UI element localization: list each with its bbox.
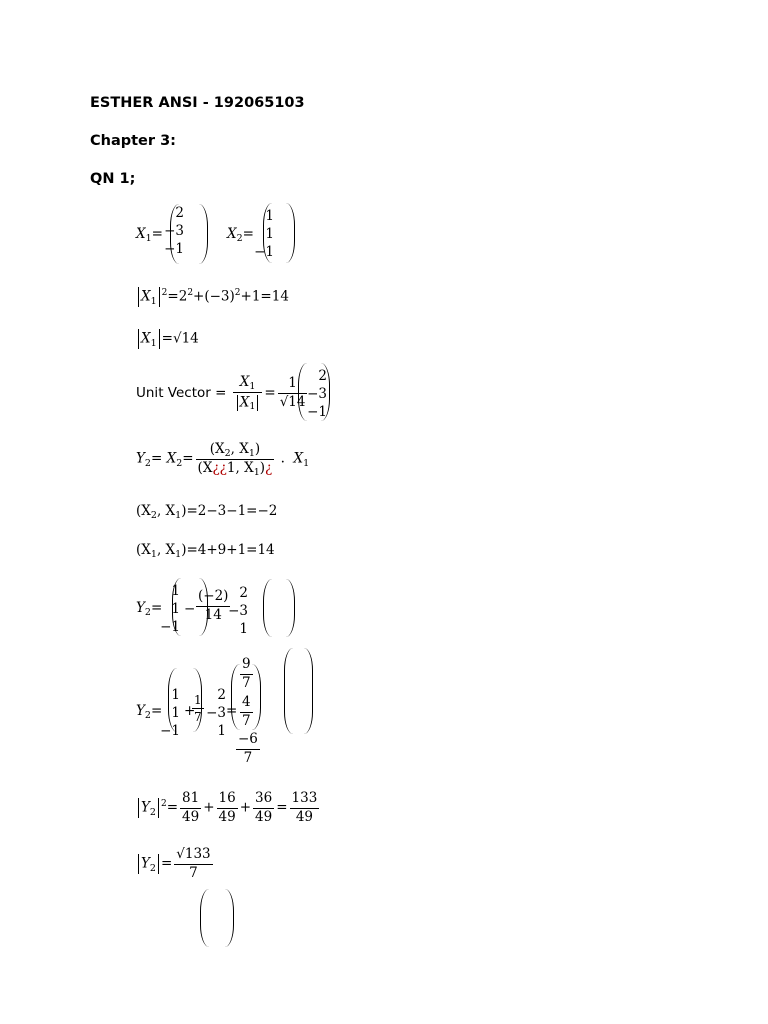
norm-y2: $Y_2$ = $\frac{√133}{7}$ [136, 848, 215, 880]
x2-definition: $X_2=$ [227, 226, 254, 244]
norm-squared-y2: $Y_2^2=$ $\frac{81}{49}$ + $\frac{16}{49}$ + $\frac{36}{49}$ = $\frac{133}{49}$ [136, 792, 321, 824]
unit-vector-entries: 2 −3 −1 [307, 368, 327, 420]
x1-vector-entries: 2 −3 −1 [164, 205, 184, 257]
x1-definition: $X_1=$ [136, 226, 163, 244]
y2-plus-sign: + [184, 703, 196, 719]
author-line: ESTHER ANSI - 192065103 [90, 95, 305, 111]
y2-result-entry-2: $\frac{4}{7}$ [242, 694, 251, 729]
y2-col2-entries: 2 −3 1 [228, 585, 248, 637]
unit-vector-brackets [298, 363, 330, 421]
y2-substitution-label: $Y_2=$ [136, 600, 163, 618]
y2-empty-brackets [263, 579, 295, 637]
chapter-heading: Chapter 3: [90, 133, 176, 149]
question-heading: QN 1; [90, 171, 136, 187]
y2-seventh-fraction: $\frac{1}{7}$ [194, 693, 202, 724]
y2-result-entry-3: $\frac{-6}{7}$ [238, 731, 258, 766]
y2-col1-entries: 1 1 −1 [160, 583, 180, 635]
y2-minus-sign: − [184, 601, 196, 617]
y2-equals-sign: = [226, 703, 238, 719]
y2-result-entry-1: $\frac{9}{7}$ [242, 656, 251, 691]
x1-matrix-brackets [170, 204, 208, 264]
unit-vector-equation: Unit Vector = $\frac{X_1}{X_1}$ = $\frac{1}{√14}$ [136, 374, 306, 412]
y2-sum-label: $Y_2=$ [136, 703, 163, 721]
y2-coefficient-fraction: $\frac{(-2)}{14}$ [198, 588, 229, 623]
x2-vector-entries: 1 1 −1 [254, 208, 274, 260]
y2-sum-col2-entries: 2 −3 1 [206, 687, 226, 739]
y2-projection-formula: $Y_2= X_2=$ $\frac{(X_2, X_1)}{(X¿¿1, X_1)¿}$ . $X_1$ [136, 441, 310, 478]
norm-squared-x1: $X_1^2=2^2+(-3)^2+1=14$ [136, 287, 289, 307]
inner-product-x1-x1: ($X_1$, $X_1)=4+9+1=14$ [136, 542, 275, 560]
y2-sum-col1-entries: 1 1 −1 [160, 687, 180, 739]
x2-matrix-brackets [263, 203, 295, 263]
inner-product-x2-x1: ($X_2$, $X_1)=2-3-1=-2$ [136, 503, 278, 521]
norm-x1: $X_1 =√14$ [136, 329, 199, 349]
trailing-empty-brackets [200, 889, 234, 947]
y2-empty-brackets-2 [284, 648, 313, 734]
